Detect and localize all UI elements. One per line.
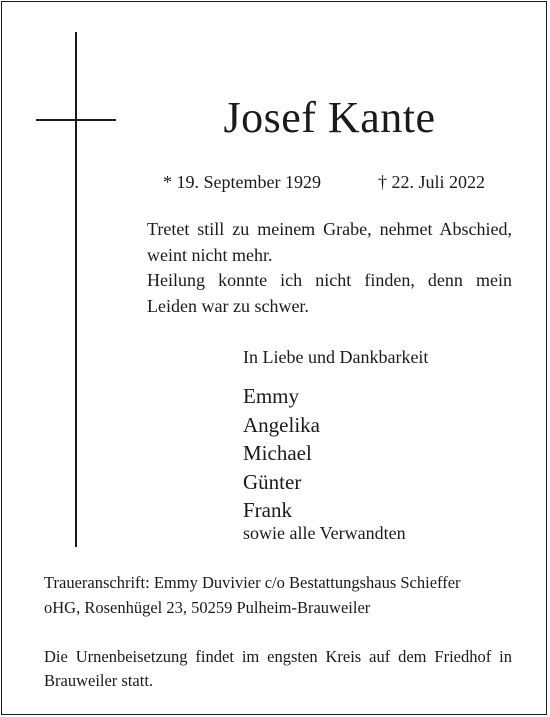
dedication-line: In Liebe und Dankbarkeit bbox=[243, 347, 429, 367]
birth-date: * 19. September 1929 bbox=[163, 172, 321, 192]
relatives-line: sowie alle Verwandten bbox=[243, 523, 406, 543]
mourner-name: Emmy bbox=[243, 384, 299, 408]
address-line: Traueranschrift: Emmy Duvivier c/o Bestattungshaus Schieffer bbox=[44, 573, 461, 592]
mourner-list bbox=[243, 382, 320, 525]
verse-line: Heilung konnte ich nicht finden, denn mein Leiden war zu schwer. bbox=[147, 270, 512, 316]
address-line: oHG, Rosenhügel 23, 50259 Pulheim-Brauweiler bbox=[44, 598, 371, 617]
burial-note: Die Urnenbeisetzung findet im engsten Kreis auf dem Friedhof in Brauweiler statt. bbox=[44, 647, 512, 690]
death-date: † 22. Juli 2022 bbox=[378, 172, 486, 192]
memorial-verse bbox=[147, 217, 512, 319]
cross-icon-horizontal-bar bbox=[36, 119, 116, 121]
deceased-name: Josef Kante bbox=[223, 93, 436, 142]
mourner-name: Günter bbox=[243, 469, 302, 494]
verse-line: Tretet still zu meinem Grabe, nehmet Abschied, weint nicht mehr. bbox=[147, 219, 512, 265]
mourner-name: Frank bbox=[243, 498, 292, 522]
cross-icon-vertical-bar bbox=[75, 32, 77, 547]
mourning-address bbox=[44, 570, 512, 620]
notice-frame bbox=[1, 1, 547, 715]
mourner-name: Michael bbox=[243, 441, 312, 465]
mourner-name: Angelika bbox=[243, 412, 320, 437]
